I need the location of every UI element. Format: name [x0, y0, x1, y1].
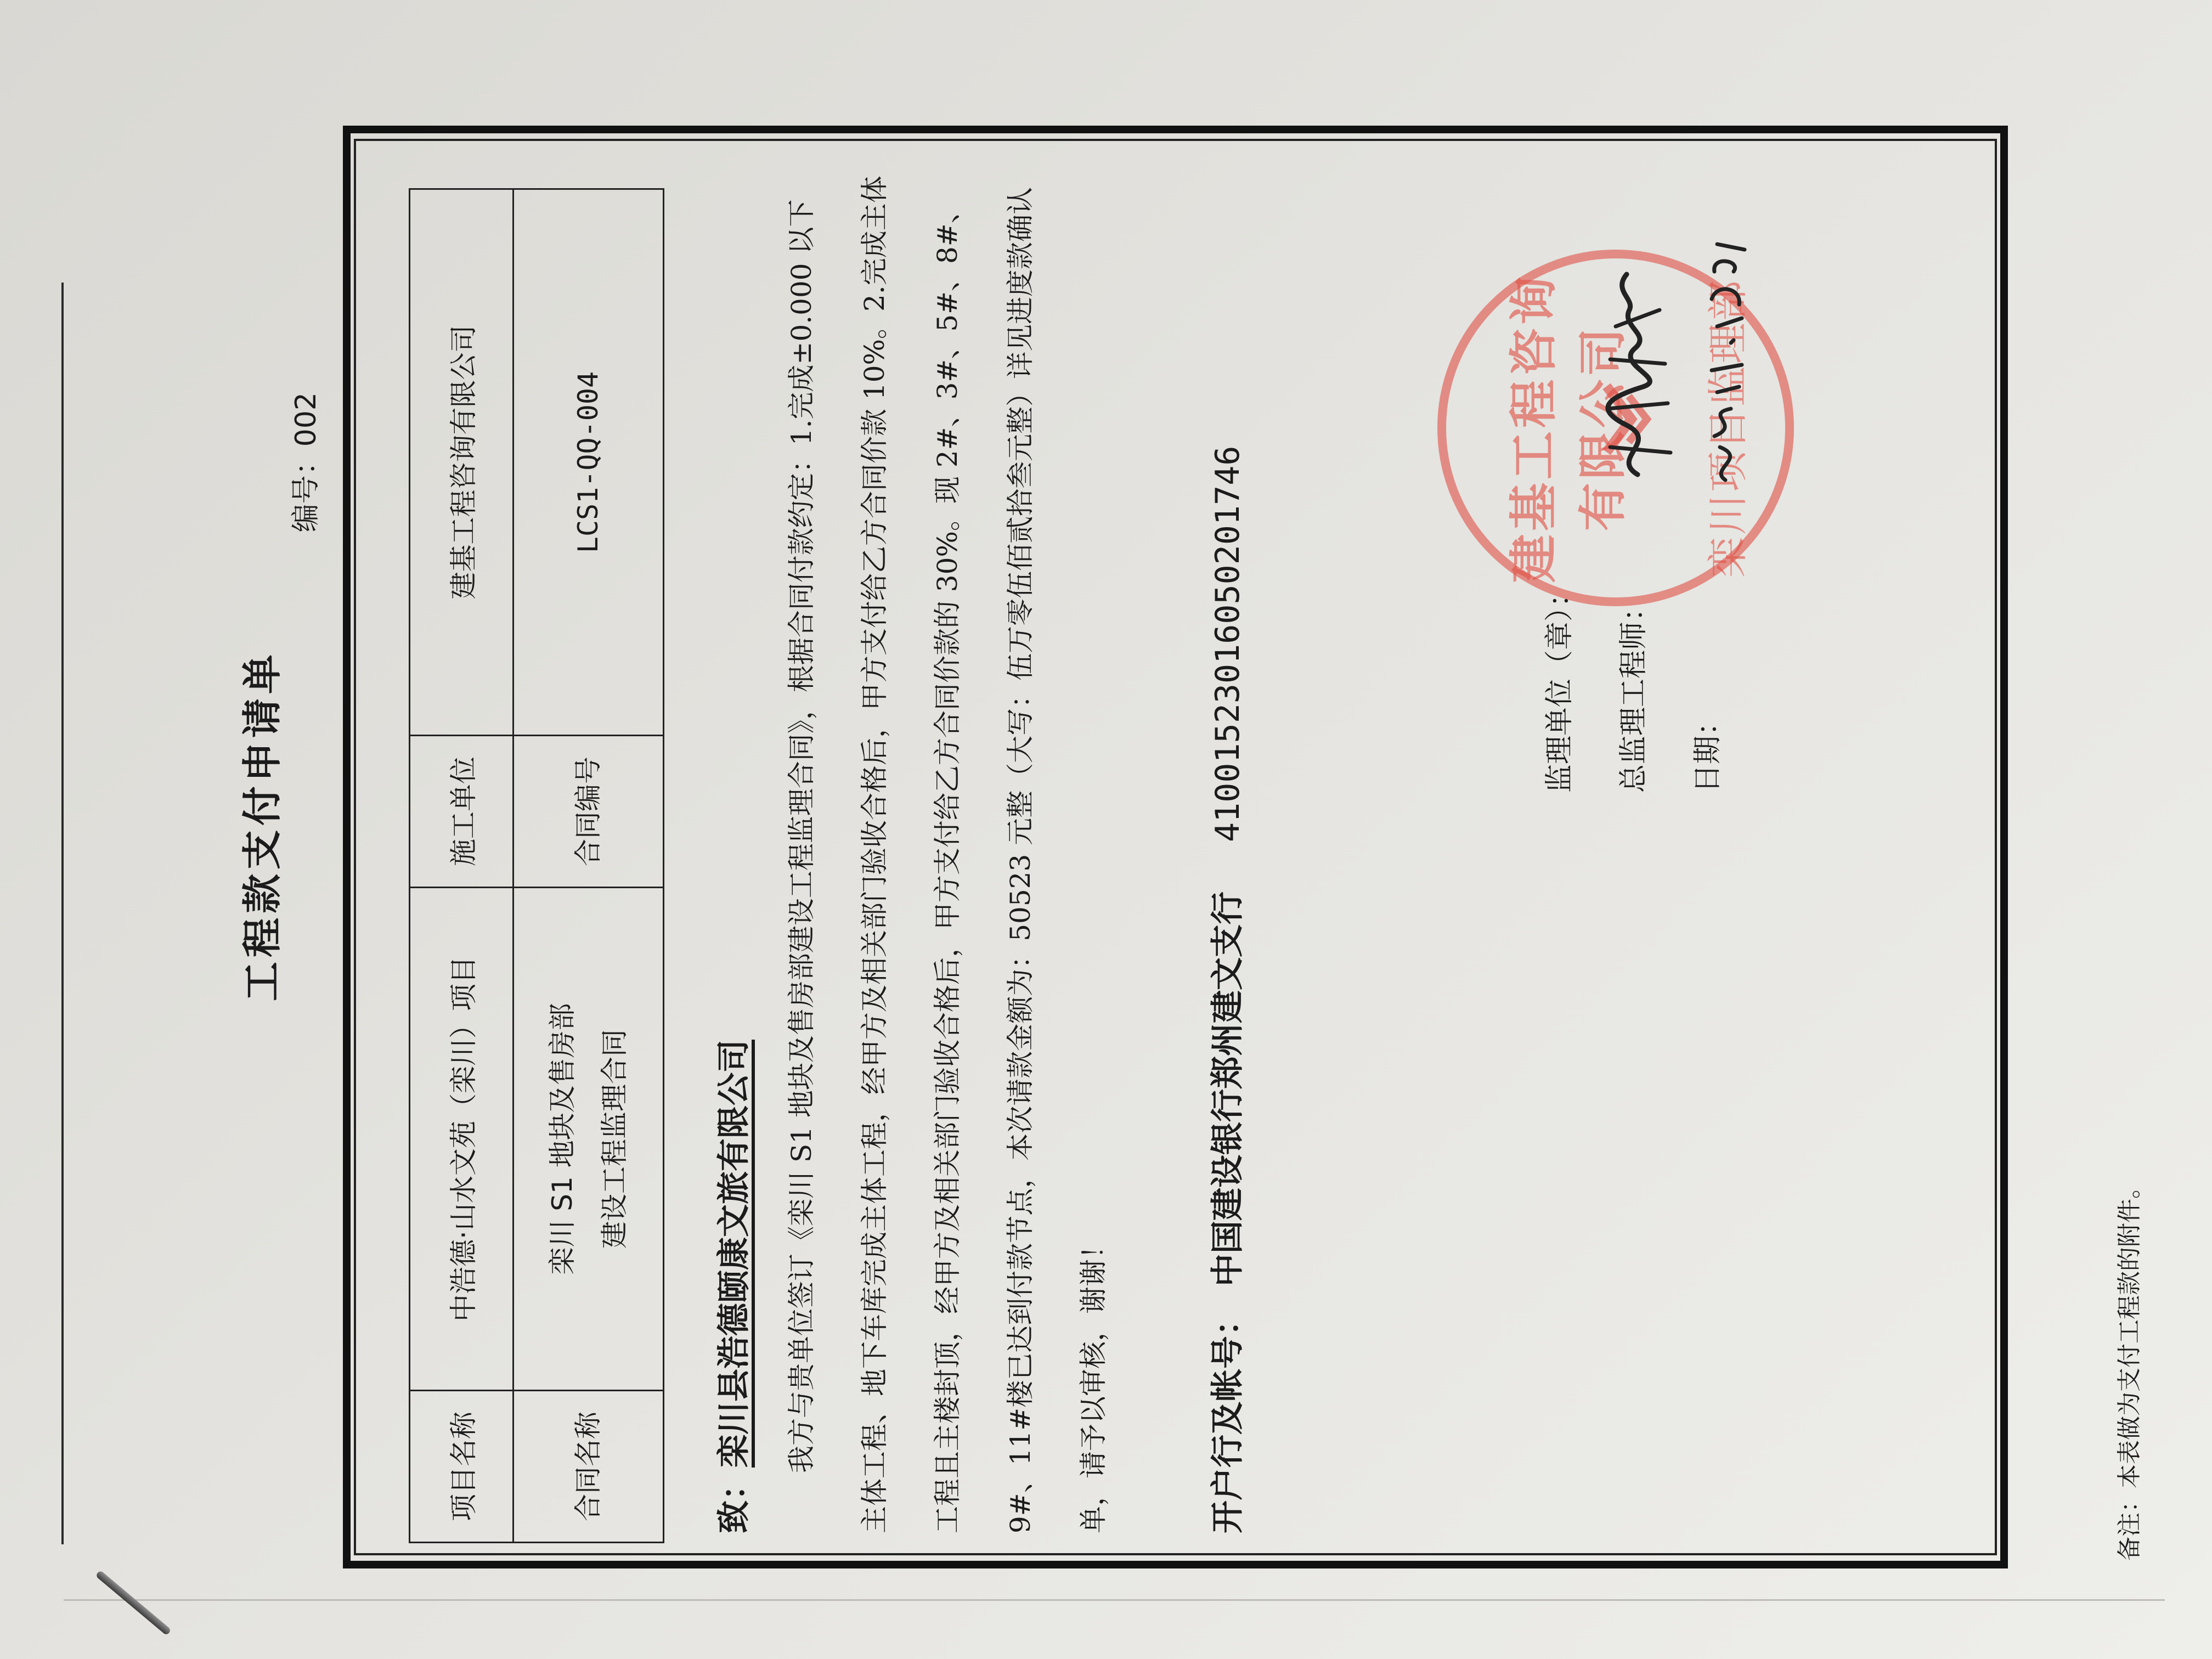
document-title: 工程款支付申请单 — [239, 650, 285, 1002]
bank-account: 41001523016050201746 — [1209, 445, 1247, 842]
contract-number-label: 合同编号 — [514, 736, 664, 888]
seal-company-text: 建基工程咨询有限公司 — [1505, 273, 1631, 583]
table-row — [410, 189, 514, 1543]
contractor-label: 施工单位 — [410, 736, 514, 888]
project-info-table — [409, 188, 664, 1543]
supervisor-unit-label: 监理单位（章）： — [1543, 578, 1576, 793]
bank-label: 开户行及帐号： — [1209, 1303, 1247, 1533]
project-name-label: 项目名称 — [410, 1391, 514, 1543]
bank-name: 中国建设银行郑州建文支行 — [1209, 891, 1247, 1286]
bank-info — [1201, 430, 1249, 1533]
request-body — [765, 173, 1130, 1533]
contract-name-label: 合同名称 — [514, 1391, 664, 1543]
chief-engineer-label: 总监理工程师： — [1617, 592, 1650, 793]
seal-department-text: 栾川项目监理部 — [1705, 278, 1752, 578]
contract-name-line2: 建设工程监理合同 — [598, 1029, 630, 1249]
contract-name-line1: 栾川 S1 地块及售房部 — [546, 1003, 578, 1275]
handwritten-signature-and-date — [1599, 206, 1764, 491]
footnote: 备注：本表做为支付工程款的附件。 — [2115, 1175, 2143, 1561]
recipient-prefix: 致： — [715, 1468, 753, 1533]
contractor-value: 建基工程咨询有限公司 — [410, 189, 514, 736]
payment-application-document — [99, 30, 2211, 1621]
date-label: 日期： — [1691, 707, 1724, 793]
recipient-line — [708, 1040, 755, 1533]
contract-name-value — [514, 888, 664, 1391]
table-row — [514, 189, 664, 1543]
paper-edge-top — [61, 283, 64, 1544]
document-number: 编号：002 — [290, 392, 323, 533]
request-paragraph: 我方与贵单位签订《栾川 S1 地块及售房部建设工程监理合同》，根据合同付款约定：1.完成±0.000 以下主体工程、地下车库完成主体工程，经甲方及相关部门验收合格后，甲方支付给乙方合同价款 10%。2.完成主体工程且主楼封顶，经甲方及相关部门验收合格后，甲方支付给乙方合同价款的 30%。现 2#、3#、5#、8#、9#、11#楼已达到付款节点，本次请款金额为：50523 元整（大写：伍万零伍佰贰拾叁元整）详见进度款确认单，请予以审核，谢谢！ — [786, 176, 1109, 1533]
recipient-name: 栾川县浩德颐康文旅有限公司 — [715, 1040, 753, 1468]
project-name-value: 中浩德·山水文苑（栾川）项目 — [410, 888, 514, 1391]
contract-number-value: LCS1-QQ-004 — [514, 189, 664, 736]
